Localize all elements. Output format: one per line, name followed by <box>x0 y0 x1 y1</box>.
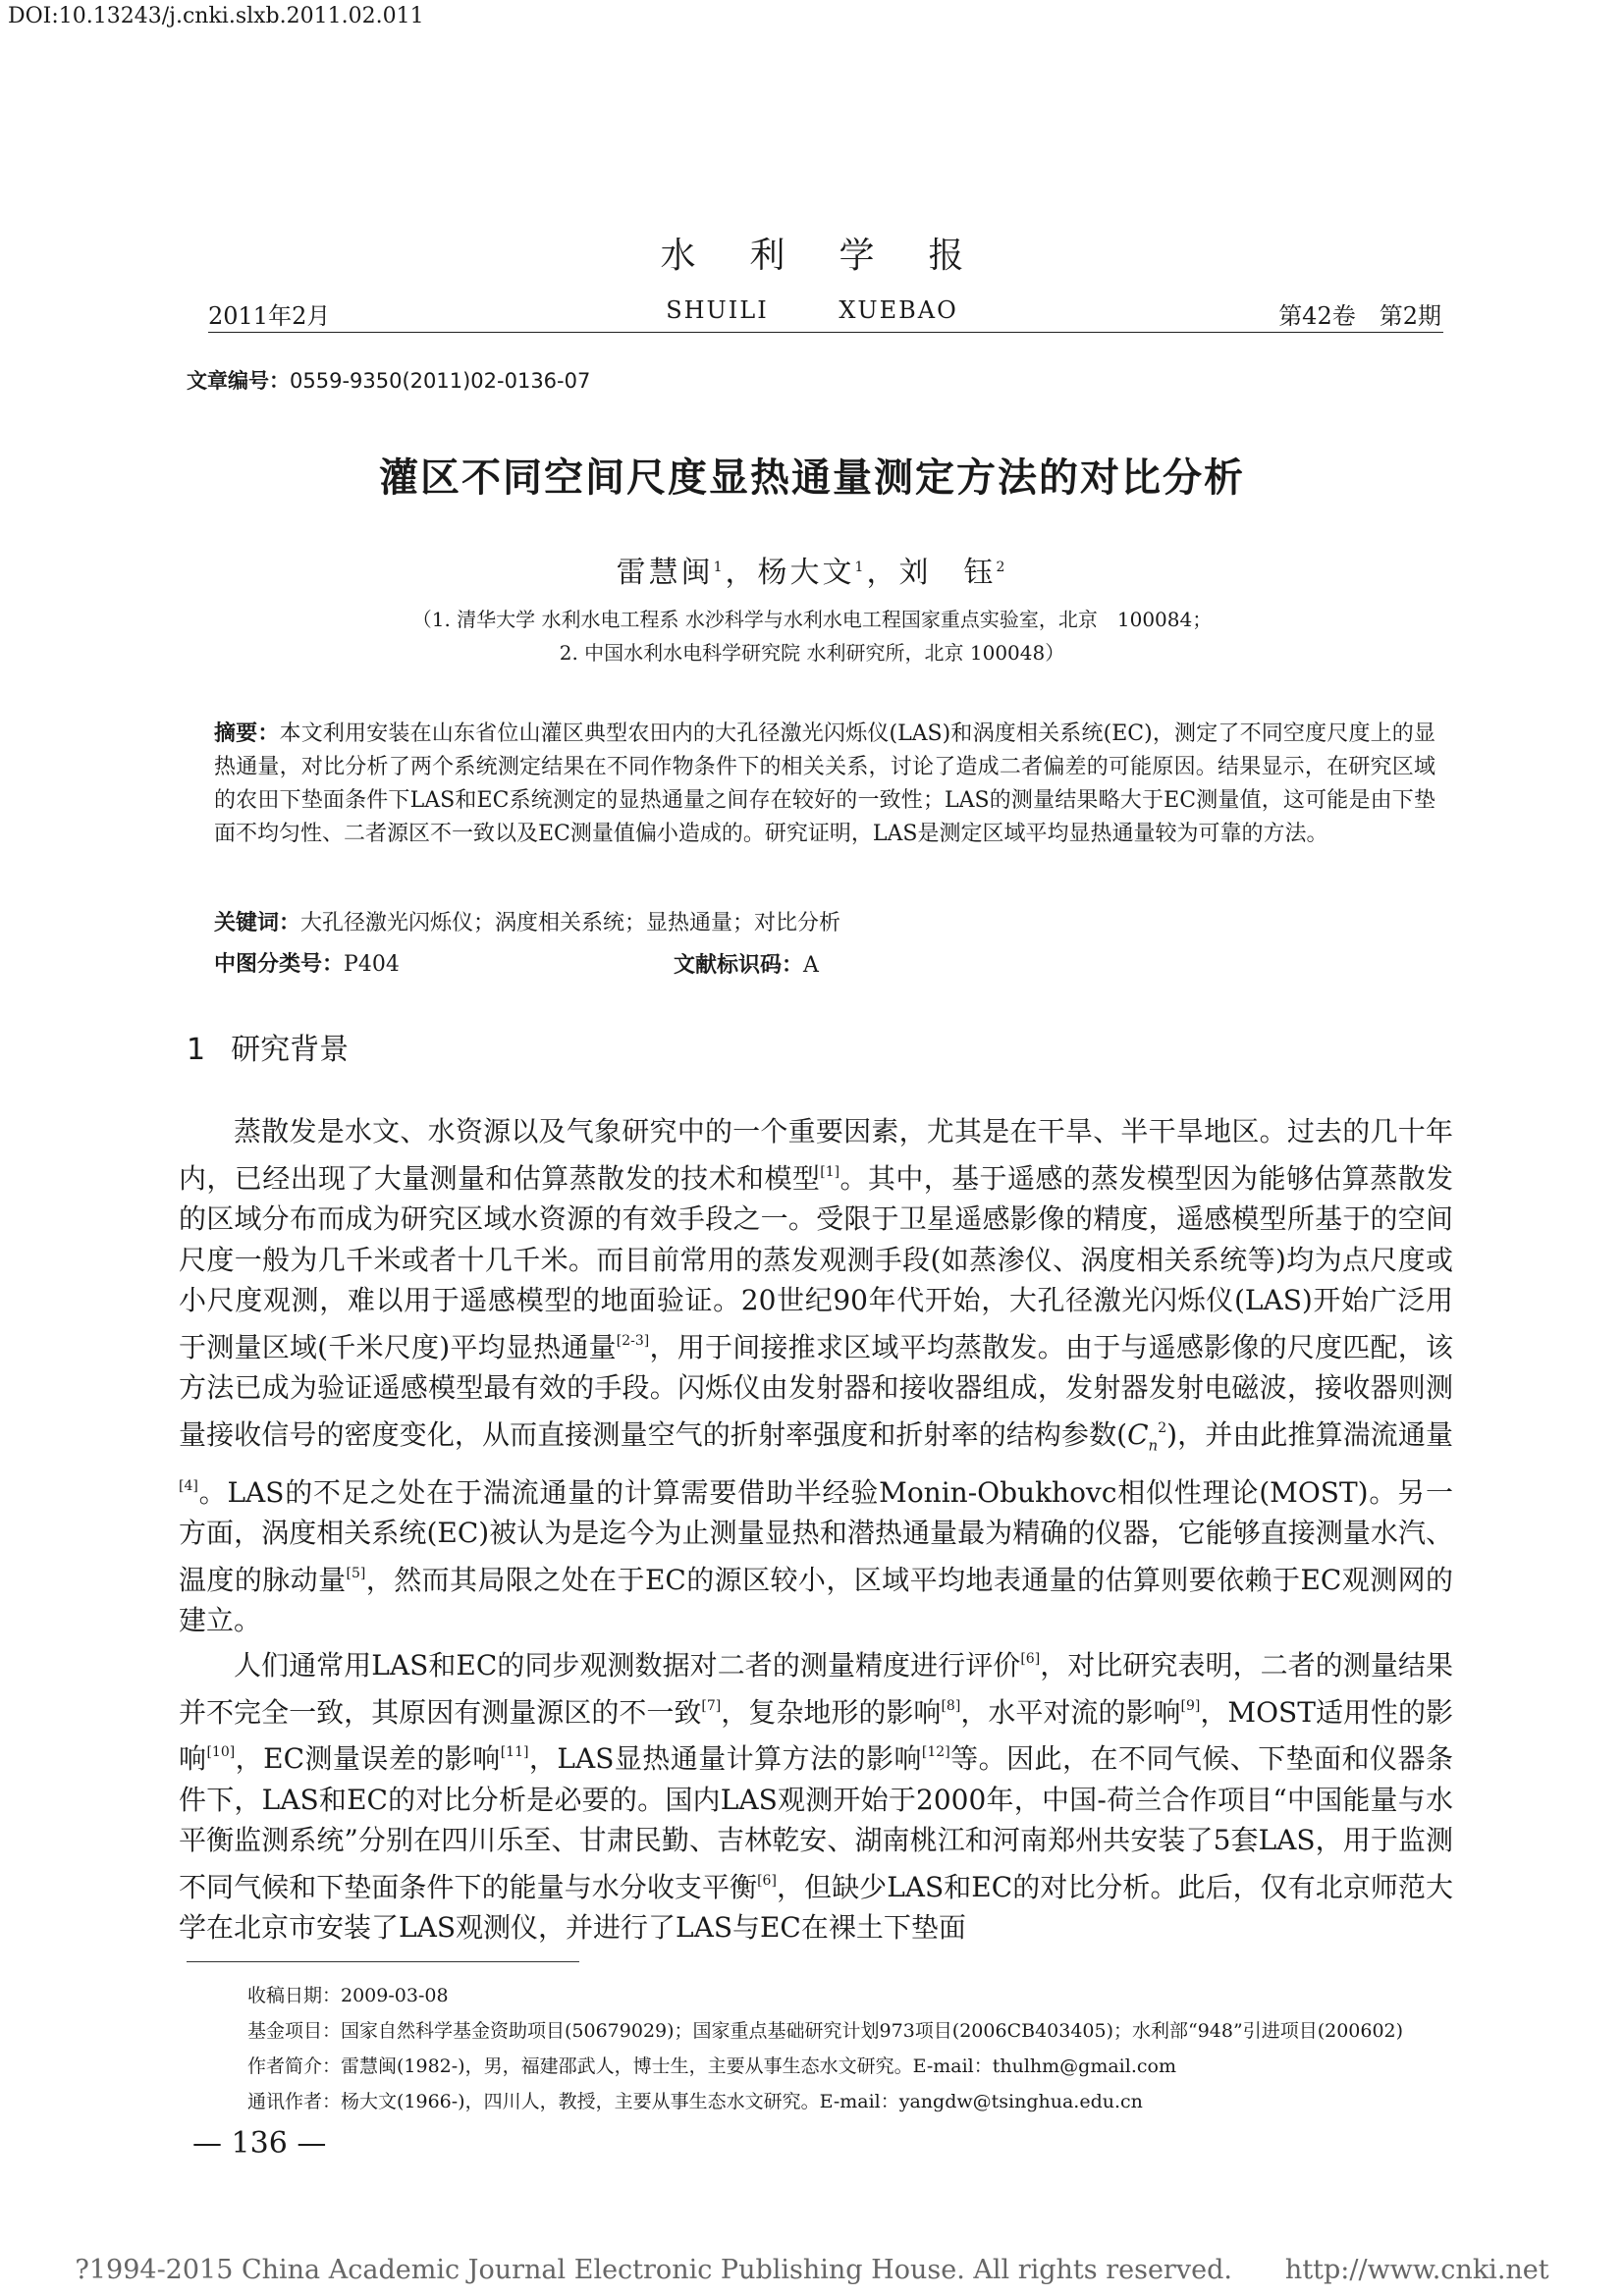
author-affiliation-mark: 2 <box>996 560 1008 575</box>
citation: [7] <box>701 1697 722 1714</box>
journal-romanized-name: SHUILI XUEBAO <box>666 296 958 324</box>
doc-code-label: 文献标识码： <box>674 953 804 978</box>
affiliation-1: （1. 清华大学 水利水电工程系 水沙科学与水利水电工程国家重点实验室，北京 100084； <box>411 608 1213 631</box>
text-run: 等。因此，在不同气候、下垫面和仪器条件下，LAS和EC的对比分析是必要的。国内LAS观测开始于2000年，中国-荷兰合作项目“中国能量与水平衡监测系统”分别在四川乐至、甘肃民勤、吉林乾安、湖南桃江和河南郑州共安装了5套LAS，用于监测不同气候和下垫面条件下的能量与水分收支平衡 <box>179 1742 1453 1903</box>
journal-title: 水利学报 <box>660 236 1018 276</box>
text-run: ，对比研究表明，二者的测量结果并不完全一致，其原因有测量源区的不一致 <box>179 1649 1453 1729</box>
keywords-label: 关键词： <box>214 911 301 935</box>
issue-date: 2011年2月 <box>208 302 331 330</box>
volume-issue: 第42卷 第2期 <box>1278 302 1441 330</box>
author-list: 雷慧闽$^1$，杨大文$^1$，刘 钰$^2$ <box>616 556 1008 590</box>
citation: [9] <box>1180 1697 1201 1714</box>
footnote-rule <box>187 1961 579 1962</box>
document-code <box>674 948 819 979</box>
text-run: ，然而其局限之处在于EC的源区较小，区域平均地表通量的估算则要依赖于EC观测网的建立。 <box>179 1563 1453 1637</box>
author-affiliation-mark: 1 <box>854 560 867 575</box>
text-run: ，用于间接推求区域平均蒸散发。由于与遥感影像的尺度匹配，该方法已成为验证遥感模型最有效的手段。闪烁仪由发射器和接收器组成，发射器发射电磁波，接收器则测量接收信号的密度变化，从而直接测量空气的折射率强度和折射率的结构参数( <box>179 1330 1453 1451</box>
citation: [8] <box>941 1697 961 1714</box>
affiliation-2: 2. 中国水利水电科学研究院 水利研究所，北京 100048） <box>559 641 1065 665</box>
footnote-author-bio: 作者简介：雷慧闽(1982-)，男，福建邵武人，博士生，主要从事生态水文研究。E-mail：thulhm@gmail.com <box>247 2056 1176 2077</box>
abstract-text: 本文利用安装在山东省位山灌区典型农田内的大孔径激光闪烁仪(LAS)和涡度相关系统(EC)，测定了不同空度尺度上的显热通量，对比分析了两个系统测定结果在不同作物条件下的相关关系，讨论了造成二者偏差的可能原因。结果显示，在研究区域的农田下垫面条件下LAS和EC系统测定的显热通量之间存在较好的一致性；LAS的测量结果略大于EC测量值，这可能是由下垫面不均匀性、二者源区不一致以及EC测量值偏小造成的。研究证明，LAS是测定区域平均显热通量较为可靠的方法。 <box>214 721 1435 846</box>
body-paragraph <box>179 1111 1453 1641</box>
text-run: 蒸散发是水文、水资源以及气象研究中的一个重要因素，尤其是在干旱、半干旱地区。过去的几十年内，已经出现了大量测量和估算蒸散发的技术和模型 <box>179 1115 1453 1195</box>
classification-number <box>214 948 1435 982</box>
text-run: 。其中，基于遥感的蒸发模型因为能够估算蒸散发的区域分布而成为研究区域水资源的有效手段之一。受限于卫星遥感影像的精度，遥感模型所基于的空间尺度一般为几千米或者十几千米。而目前常用的蒸发观测手段(如蒸渗仪、涡度相关系统等)均为点尺度或小尺度观测，难以用于遥感模型的地面验证。20世纪90年代开始，大孔径激光闪烁仪(LAS)开始广泛用于测量区域(千米尺度)平均显热通量 <box>179 1161 1453 1363</box>
author-name: 杨大文 <box>757 556 855 590</box>
section-title: 研究背景 <box>231 1033 350 1067</box>
citation: [4] <box>179 1477 198 1494</box>
text-run: ，EC测量误差的影响 <box>235 1742 501 1775</box>
text-run: )，并由此推算湍流通量 <box>1166 1417 1453 1451</box>
citation: [6] <box>757 1872 777 1889</box>
citation: [11] <box>500 1744 529 1760</box>
citation: [6] <box>1020 1651 1041 1667</box>
text-run: 。LAS的不足之处在于湍流通量的计算需要借助半经验Monin-Obukhovc相似性理论(MOST)。另一方面，涡度相关系统(EC)被认为是迄今为止测量显热和潜热通量最为精确的仪器，它能够直接测量水汽、温度的脉动量 <box>179 1475 1453 1596</box>
footnote-corresponding-author: 通讯作者：杨大文(1966-)，四川人，教授，主要从事生态水文研究。E-mail：yangdw@tsinghua.edu.cn <box>247 2091 1143 2112</box>
header-rule <box>208 332 1443 333</box>
article-number-label: 文章编号： <box>187 369 290 393</box>
citation: [2-3] <box>616 1332 650 1349</box>
abstract-label: 摘要： <box>214 721 280 746</box>
article-number-value: 0559-9350(2011)02-0136-07 <box>290 369 591 393</box>
abstract <box>214 718 1435 851</box>
copyright-notice: ?1994-2015 China Academic Journal Electronic Publishing House. All rights reserved. http://www.cnki.net <box>75 2255 1549 2285</box>
author-affiliation-mark: 1 <box>713 560 726 575</box>
article-number <box>187 365 590 395</box>
doc-code-value: A <box>803 953 819 978</box>
text-run: 人们通常用LAS和EC的同步观测数据对二者的测量精度进行评价 <box>234 1649 1021 1682</box>
clc-value: P404 <box>344 952 400 977</box>
footnote-funding: 基金项目：国家自然科学基金资助项目(50679029)；国家重点基础研究计划973项目(2006CB403405)；水利部“948”引进项目(200602) <box>247 2020 1404 2042</box>
clc-label: 中图分类号： <box>214 952 345 977</box>
math-symbol: C <box>1127 1417 1149 1451</box>
math-superscript: 2 <box>1158 1419 1167 1436</box>
section-number: 1 <box>187 1033 206 1067</box>
text-run: ，但缺少LAS和EC的对比分析。此后，仅有北京师范大学在北京市安装了LAS观测仪，并进行了LAS与EC在裸土下垫面 <box>179 1870 1453 1944</box>
body-paragraph <box>179 1639 1453 1949</box>
page-number: — 136 — <box>192 2126 327 2161</box>
paper-title: 灌区不同空间尺度显热通量测定方法的对比分析 <box>379 455 1245 501</box>
citation: [5] <box>346 1565 366 1581</box>
section-heading <box>187 1025 349 1068</box>
citation: [1] <box>820 1163 840 1180</box>
text-run: ，LAS显热通量计算方法的影响 <box>528 1742 922 1775</box>
keywords <box>214 907 1435 940</box>
footnote-received-date: 收稿日期：2009-03-08 <box>247 1985 449 2006</box>
keywords-text: 大孔径激光闪烁仪；涡度相关系统；显热通量；对比分析 <box>300 911 841 935</box>
author-name: 雷慧闽 <box>616 556 714 590</box>
math-subscript: n <box>1148 1436 1159 1455</box>
text-run: ，水平对流的影响 <box>960 1695 1181 1729</box>
text-run: ，MOST适用性的影响 <box>179 1695 1453 1775</box>
text-run: ，复杂地形的影响 <box>721 1695 942 1729</box>
citation: [12] <box>921 1744 950 1760</box>
author-name: 刘 钰 <box>898 556 997 590</box>
doi-label: DOI:10.13243/j.cnki.slxb.2011.02.011 <box>8 4 424 28</box>
citation: [10] <box>206 1744 236 1760</box>
